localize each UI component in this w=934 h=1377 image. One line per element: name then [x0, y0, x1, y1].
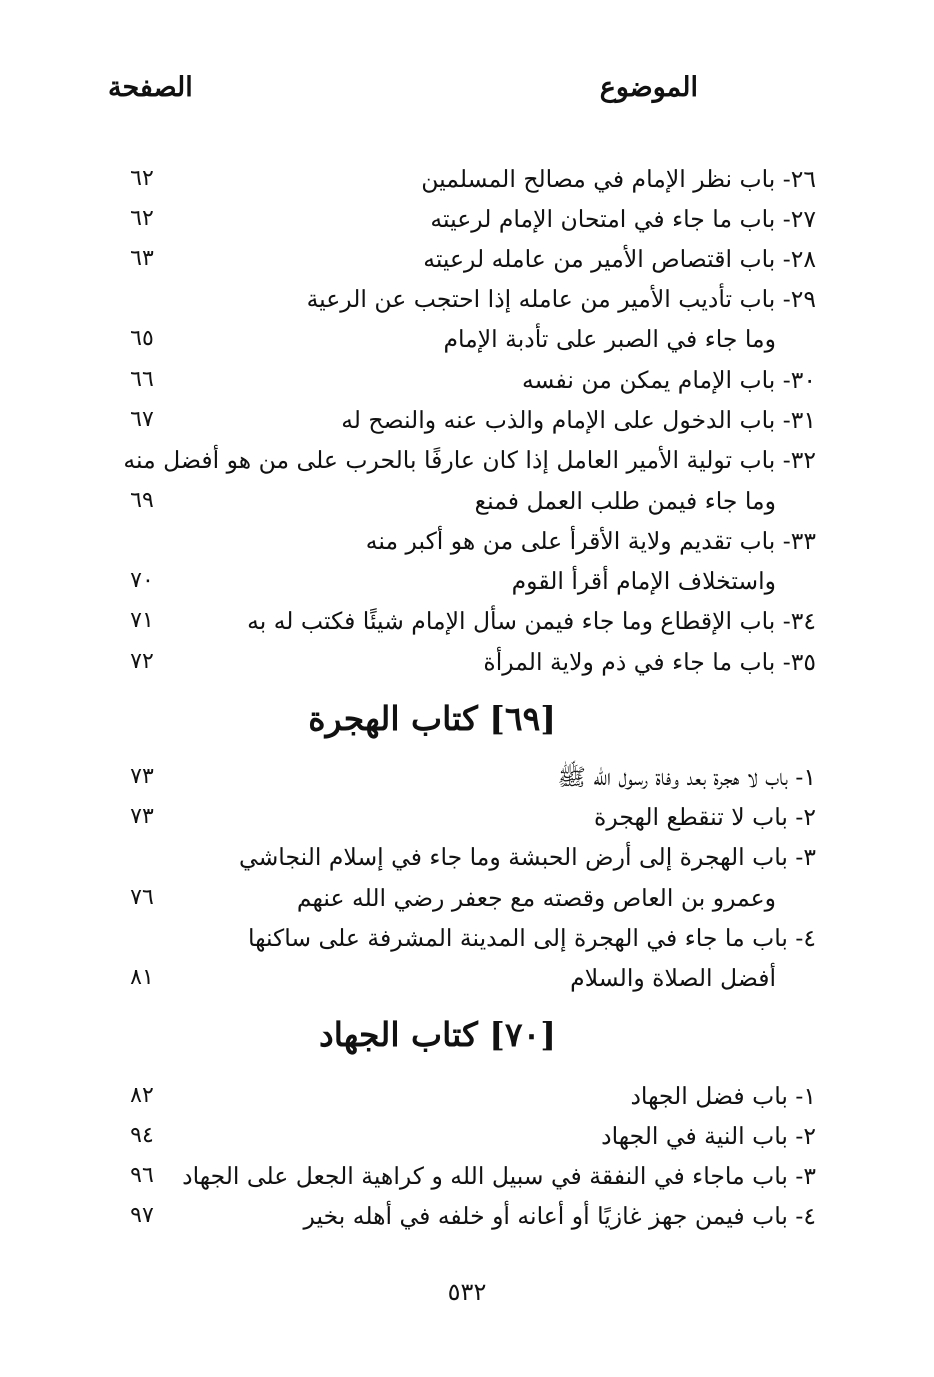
entry-page-number: ٧٦ [130, 885, 154, 910]
entry-page-number: ٦٢ [130, 166, 154, 191]
entry-title: ٢٨- باب اقتصاص الأمير من عامله لرعيته [423, 245, 816, 273]
entry-title: ٢٦- باب نظر الإمام في مصالح المسلمين [421, 165, 816, 193]
entry-page-number: ٧٣ [130, 764, 154, 789]
entry-page-number: ٧٣ [130, 804, 154, 829]
list-item [0, 757, 934, 797]
entry-page-number: ٧١ [130, 608, 154, 633]
entry-title: ٢٧- باب ما جاء في امتحان الإمام لرعيته [430, 205, 816, 233]
entry-title: ٣٢- باب تولية الأمير العامل إذا كان عارفًا بالحرب على من هو أفضل منه [123, 446, 816, 474]
list-item [0, 918, 934, 958]
list-item [0, 440, 934, 480]
entry-title: ١- باب لا هجرة بعد وفاة رسول الله ﷺ [557, 763, 816, 791]
entry-title-continuation: وما جاء في الصبر على تأدبة الإمام [443, 325, 776, 353]
entry-title: ٣٤- باب الإقطاع وما جاء فيمن سأل الإمام شيئًا فكتب له به [247, 607, 816, 635]
list-item [0, 159, 934, 199]
list-item [0, 958, 934, 998]
list-item [0, 1116, 934, 1156]
list-item [0, 1196, 934, 1236]
section-heading-hijra: [٦٩] كتاب الهجرة [308, 699, 556, 738]
list-item [0, 319, 934, 359]
list-item [0, 561, 934, 601]
entry-page-number: ٦٥ [130, 326, 154, 351]
entry-page-number: ٦٣ [130, 246, 154, 271]
entry-title-continuation: أفضل الصلاة والسلام [570, 964, 776, 992]
entry-title: ٣٠- باب الإمام يمكن من نفسه [521, 366, 816, 394]
entry-page-number: ٩٧ [130, 1203, 154, 1228]
entry-title-continuation: وعمرو بن العاص وقصته مع جعفر رضي الله عنهم [296, 884, 776, 912]
entry-title: ٣٥- باب ما جاء في ذم ولاية المرأة [483, 648, 816, 676]
list-item [0, 1076, 934, 1116]
entry-page-number: ٧٢ [130, 649, 154, 674]
list-item [0, 837, 934, 877]
list-item [0, 360, 934, 400]
entry-title-continuation: وما جاء فيمن طلب العمل فمنع [474, 487, 776, 515]
entry-title: ٢٩- باب تأديب الأمير من عامله إذا احتجب عن الرعية [306, 285, 816, 313]
entry-title: ٢- باب النية في الجهاد [601, 1122, 816, 1150]
entry-page-number: ٦٩ [130, 488, 154, 513]
list-item [0, 239, 934, 279]
list-item [0, 642, 934, 682]
entry-page-number: ٦٦ [130, 367, 154, 392]
entry-page-number: ٩٤ [130, 1123, 154, 1148]
section-heading-jihad: [٧٠] كتاب الجهاد [319, 1015, 556, 1054]
list-item [0, 601, 934, 641]
list-item [0, 279, 934, 319]
entry-title: ٣- باب الهجرة إلى أرض الحبشة وما جاء في إسلام النجاشي [239, 843, 816, 871]
page-number-footer: ٥٣٢ [447, 1278, 487, 1306]
list-item [0, 1156, 934, 1196]
list-item [0, 878, 934, 918]
entry-title: ٢- باب لا تنقطع الهجرة [594, 803, 816, 831]
entry-page-number: ٨٢ [130, 1083, 154, 1108]
page-column-header: الصفحة [108, 72, 193, 103]
entry-title: ٤- باب ما جاء في الهجرة إلى المدينة المشرفة على ساكنها [247, 924, 816, 952]
list-item [0, 400, 934, 440]
entry-title: ٣- باب ماجاء في النفقة في سبيل الله و كراهية الجعل على الجهاد [182, 1162, 816, 1190]
entry-page-number: ٧٠ [130, 568, 154, 593]
entry-title: ٣٣- باب تقديم ولاية الأقرأ على من هو أكبر منه [365, 527, 816, 555]
list-item [0, 481, 934, 521]
entry-page-number: ٩٦ [130, 1163, 154, 1188]
entry-title: ١- باب فضل الجهاد [630, 1082, 816, 1110]
entry-page-number: ٦٧ [130, 407, 154, 432]
entry-title-continuation: واستخلاف الإمام أقرأ القوم [511, 567, 776, 595]
entry-title: ٣١- باب الدخول على الإمام والذب عنه والنصح له [341, 406, 816, 434]
list-item [0, 521, 934, 561]
list-item [0, 797, 934, 837]
entry-page-number: ٦٢ [130, 206, 154, 231]
topic-column-header: الموضوع [599, 72, 698, 103]
entry-title: ٤- باب فيمن جهز غازيًا أو أعانه أو خلفه في أهله بخير [303, 1202, 816, 1230]
list-item [0, 199, 934, 239]
entry-page-number: ٨١ [130, 965, 154, 990]
